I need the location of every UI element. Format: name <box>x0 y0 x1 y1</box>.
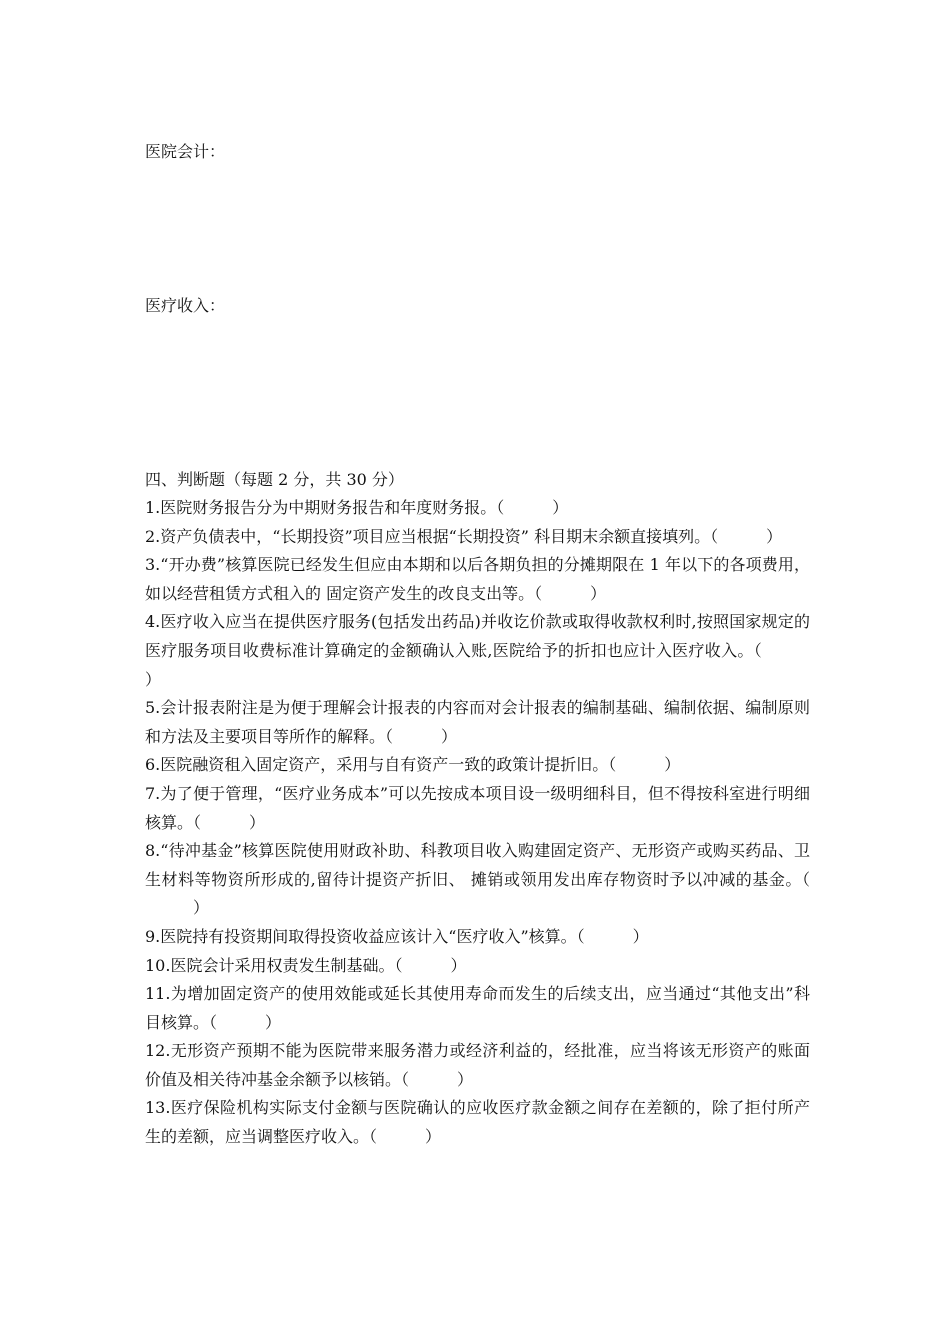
question-item <box>145 923 810 952</box>
question-number: 6. <box>145 755 161 775</box>
section-heading: 四、判断题（每题 2 分，共 30 分） <box>145 470 404 489</box>
answer-close-paren: ） <box>249 812 266 832</box>
question-text: 医院融资租入固定资产，采用与自有资产一致的政策计提折旧。（ <box>160 755 617 775</box>
question-text: 无形资产预期不能为医院带来服务潜力或经济利益的，经批准，应当将该无形资产的账面价值及相关待冲基金余额予以核销。（ <box>145 1041 810 1089</box>
question-item <box>145 694 810 751</box>
answer-close-paren: ） <box>457 1069 474 1089</box>
question-text: 为增加固定资产的使用效能或延长其使用寿命而发生的后续支出，应当通过“其他支出”科目核算。（ <box>145 984 810 1032</box>
answer-close-paren: ） <box>145 669 162 689</box>
question-item <box>145 952 810 981</box>
question-item <box>145 980 810 1037</box>
question-number: 2. <box>145 526 161 546</box>
question-text: 医院持有投资期间取得投资收益应该计入“医疗收入”核算。（ <box>160 926 585 946</box>
question-text: “开办费”核算医院已经发生但应由本期和以后各期负担的分摊期限在 1 年以下的各项费用，如以经营租赁方式租入的 固定资产发生的改良支出等。（ <box>145 555 810 603</box>
question-text: 医疗保险机构实际支付金额与医院确认的应收医疗款金额之间存在差额的，除了拒付所产生的差额，应当调整医疗收入。（ <box>145 1098 810 1147</box>
question-item <box>145 551 810 608</box>
term-label-medical-income: 医疗收入： <box>145 296 226 315</box>
answer-close-paren: ） <box>425 1127 442 1147</box>
question-item <box>145 837 810 923</box>
question-text: 会计报表附注是为便于理解会计报表的内容而对会计报表的编制基础、编制依据、编制原则和方法及主要项目等所作的解释。（ <box>145 698 810 746</box>
answer-close-paren: ） <box>265 1012 282 1032</box>
question-number: 12. <box>145 1041 171 1061</box>
question-number: 13. <box>145 1098 171 1118</box>
question-text: 医疗收入应当在提供医疗服务(包括发出药品)并收讫价款或取得收款权利时,按照国家规定的医疗服务项目收费标准计算确定的金额确认入账,医院给予的折扣也应计入医疗收入。（ <box>145 612 810 660</box>
question-number: 4. <box>145 612 161 632</box>
question-number: 11. <box>145 984 171 1004</box>
answer-close-paren: ） <box>441 726 458 746</box>
question-text: 资产负债表中，“长期投资”项目应当根据“长期投资” 科目期末余额直接填列。（ <box>160 526 719 546</box>
question-text: 医院会计采用权责发生制基础。（ <box>170 955 403 975</box>
question-number: 3. <box>145 555 161 575</box>
answer-close-paren: ） <box>450 955 467 975</box>
answer-close-paren: ） <box>193 898 210 918</box>
true-false-section <box>145 466 810 1152</box>
answer-close-paren: ） <box>552 498 569 517</box>
question-item <box>145 751 810 780</box>
question-number: 9. <box>145 926 161 946</box>
question-item <box>145 1094 810 1151</box>
question-number: 1. <box>145 498 161 517</box>
answer-close-paren: ） <box>766 526 783 546</box>
answer-close-paren: ） <box>590 583 607 603</box>
question-item <box>145 494 810 523</box>
term-label-hospital-accounting: 医院会计： <box>145 142 226 161</box>
question-item <box>145 780 810 837</box>
question-text: “待冲基金”核算医院使用财政补助、科教项目收入购建固定资产、无形资产或购买药品、卫生材料等物资所形成的,留待计提资产折旧、 摊销或领用发出库存物资时予以冲减的基金。（ <box>145 841 810 889</box>
question-item <box>145 523 810 552</box>
question-number: 8. <box>145 841 161 861</box>
question-item <box>145 608 810 694</box>
answer-close-paren: ） <box>664 755 681 775</box>
question-number: 5. <box>145 698 161 718</box>
question-text: 医院财务报告分为中期财务报告和年度财务报。（ <box>160 498 505 517</box>
question-text: 为了便于管理，“医疗业务成本”可以先按成本项目设一级明细科目，但不得按科室进行明细核算。（ <box>145 783 810 832</box>
answer-close-paren: ） <box>632 926 649 946</box>
question-number: 7. <box>145 783 161 803</box>
question-item <box>145 1037 810 1094</box>
question-number: 10. <box>145 955 171 975</box>
